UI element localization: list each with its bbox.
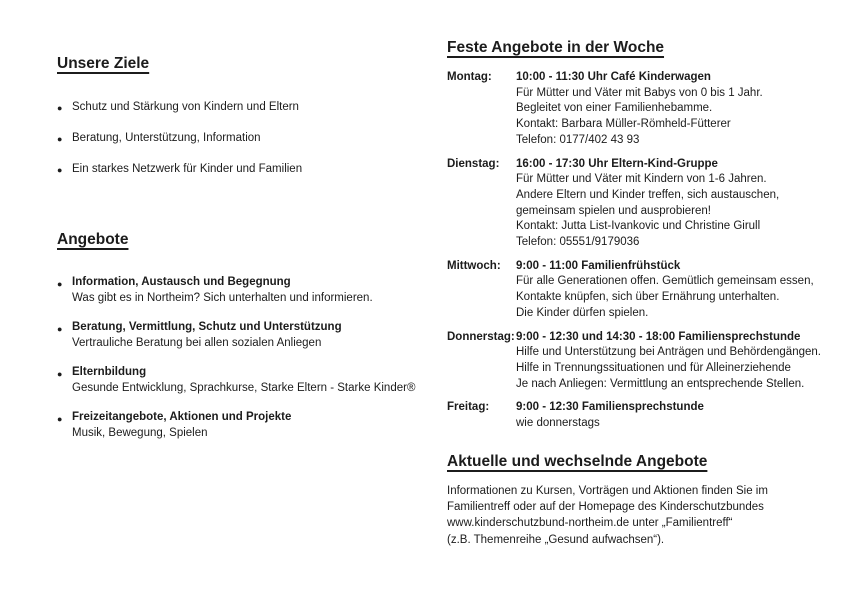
day-content — [516, 259, 839, 322]
day-label: Mittwoch: — [447, 259, 501, 272]
goals-list — [57, 99, 439, 178]
day-label: Dienstag: — [447, 157, 500, 170]
event-detail: Hilfe in Trennungssituationen und für Alleinerziehende — [516, 361, 791, 374]
event-time-title: 9:00 - 11:00 Familienfrühstück — [516, 259, 681, 272]
schedule-row-freitag — [447, 400, 839, 431]
goal-item-text: Schutz und Stärkung von Kindern und Eltern — [72, 101, 299, 113]
day-content — [516, 70, 839, 149]
offer-item-title: Information, Austausch und Begegnung — [72, 276, 291, 288]
event-detail: Andere Eltern und Kinder treffen, sich austauschen, — [516, 188, 780, 201]
right-column — [447, 38, 839, 548]
bullet-icon: ● — [57, 324, 63, 334]
paragraph-line: www.kinderschutzbund-northeim.de unter „Familientreff“ — [447, 517, 733, 530]
offer-item-title: Freizeitangebote, Aktionen und Projekte — [72, 411, 292, 423]
schedule-row-donnerstag — [447, 330, 839, 393]
offer-item — [57, 410, 439, 441]
event-time-title: 9:00 - 12:30 Familiensprechstunde — [516, 401, 704, 414]
bullet-icon: ● — [57, 414, 63, 424]
bullet-icon: ● — [57, 103, 63, 113]
day-content — [516, 157, 839, 251]
goal-item — [57, 99, 439, 116]
goals-title: Unsere Ziele — [57, 55, 150, 72]
bullet-icon: ● — [57, 369, 63, 379]
event-detail: Kontakte knüpfen, sich über Ernährung unterhalten. — [516, 291, 780, 304]
offer-item-title: Elternbildung — [72, 366, 147, 378]
event-detail: Die Kinder dürfen spielen. — [516, 306, 649, 319]
left-column — [57, 54, 439, 455]
offer-item-body — [72, 275, 373, 306]
day-label: Donnerstag: — [447, 330, 515, 343]
schedule-row-montag — [447, 70, 839, 149]
goal-item-text: Ein starkes Netzwerk für Kinder und Familien — [72, 163, 303, 175]
event-detail: Telefon: 0177/402 43 93 — [516, 133, 640, 146]
offer-item-body — [72, 320, 342, 351]
offers-list — [57, 275, 439, 441]
day-content — [516, 330, 839, 393]
offer-item — [57, 275, 439, 306]
event-detail: Hilfe und Unterstützung bei Anträgen und Behördengängen. — [516, 346, 821, 359]
goal-item — [57, 130, 439, 147]
event-time-title: 10:00 - 11:30 Uhr Café Kinderwagen — [516, 71, 711, 83]
event-detail: wie donnerstags — [516, 417, 600, 430]
event-detail: Kontakt: Jutta List-Ivankovic und Christine Girull — [516, 220, 761, 233]
bullet-icon: ● — [57, 279, 63, 289]
event-detail: gemeinsam spielen und ausprobieren! — [516, 204, 711, 217]
goal-item — [57, 161, 439, 178]
event-detail: Begleitet von einer Familienhebamme. — [516, 102, 713, 115]
paragraph-line: (z.B. Themenreihe „Gesund aufwachsen“). — [447, 533, 665, 546]
offer-item — [57, 320, 439, 351]
schedule-row-dienstag — [447, 157, 839, 251]
offer-item-desc: Gesunde Entwicklung, Sprachkurse, Starke Eltern - Starke Kinder® — [72, 381, 416, 394]
bullet-icon: ● — [57, 134, 63, 144]
event-detail: Für Mütter und Väter mit Babys von 0 bis 1 Jahr. — [516, 86, 763, 99]
weekly-schedule — [447, 70, 839, 432]
day-label: Freitag: — [447, 401, 490, 414]
current-offers-paragraph — [447, 483, 839, 548]
event-detail: Kontakt: Barbara Müller-Römheld-Fütterer — [516, 118, 731, 131]
day-content — [516, 400, 839, 431]
paragraph-line: Familientreff oder auf der Homepage des Kinderschutzbundes — [447, 501, 764, 514]
offer-item-desc: Musik, Bewegung, Spielen — [72, 426, 208, 439]
offer-item-body — [72, 410, 291, 441]
offer-item-title: Beratung, Vermittlung, Schutz und Unterstützung — [72, 321, 342, 333]
event-detail: Für Mütter und Väter mit Kindern von 1-6 Jahren. — [516, 173, 767, 186]
event-detail: Je nach Anliegen: Vermittlung an entsprechende Stellen. — [516, 377, 805, 390]
event-detail: Für alle Generationen offen. Gemütlich gemeinsam essen, — [516, 275, 814, 288]
paragraph-line: Informationen zu Kursen, Vorträgen und Aktionen finden Sie im — [447, 484, 768, 497]
event-time-title: 9:00 - 12:30 und 14:30 - 18:00 Familiensprechstunde — [516, 330, 801, 343]
event-time-title: 16:00 - 17:30 Uhr Eltern-Kind-Gruppe — [516, 157, 718, 170]
day-label: Montag: — [447, 71, 492, 83]
offer-item — [57, 365, 439, 396]
current-offers-title: Aktuelle und wechselnde Angebote — [447, 452, 708, 470]
offer-item-desc: Vertrauliche Beratung bei allen sozialen Anliegen — [72, 336, 322, 349]
offer-item-desc: Was gibt es in Northeim? Sich unterhalten und informieren. — [72, 291, 373, 304]
weekly-title: Feste Angebote in der Woche — [447, 39, 665, 56]
event-detail: Telefon: 05551/9179036 — [516, 236, 640, 249]
offers-title: Angebote — [57, 231, 129, 248]
schedule-row-mittwoch — [447, 259, 839, 322]
offer-item-body — [72, 365, 415, 396]
bullet-icon: ● — [57, 165, 63, 175]
goal-item-text: Beratung, Unterstützung, Information — [72, 132, 261, 144]
